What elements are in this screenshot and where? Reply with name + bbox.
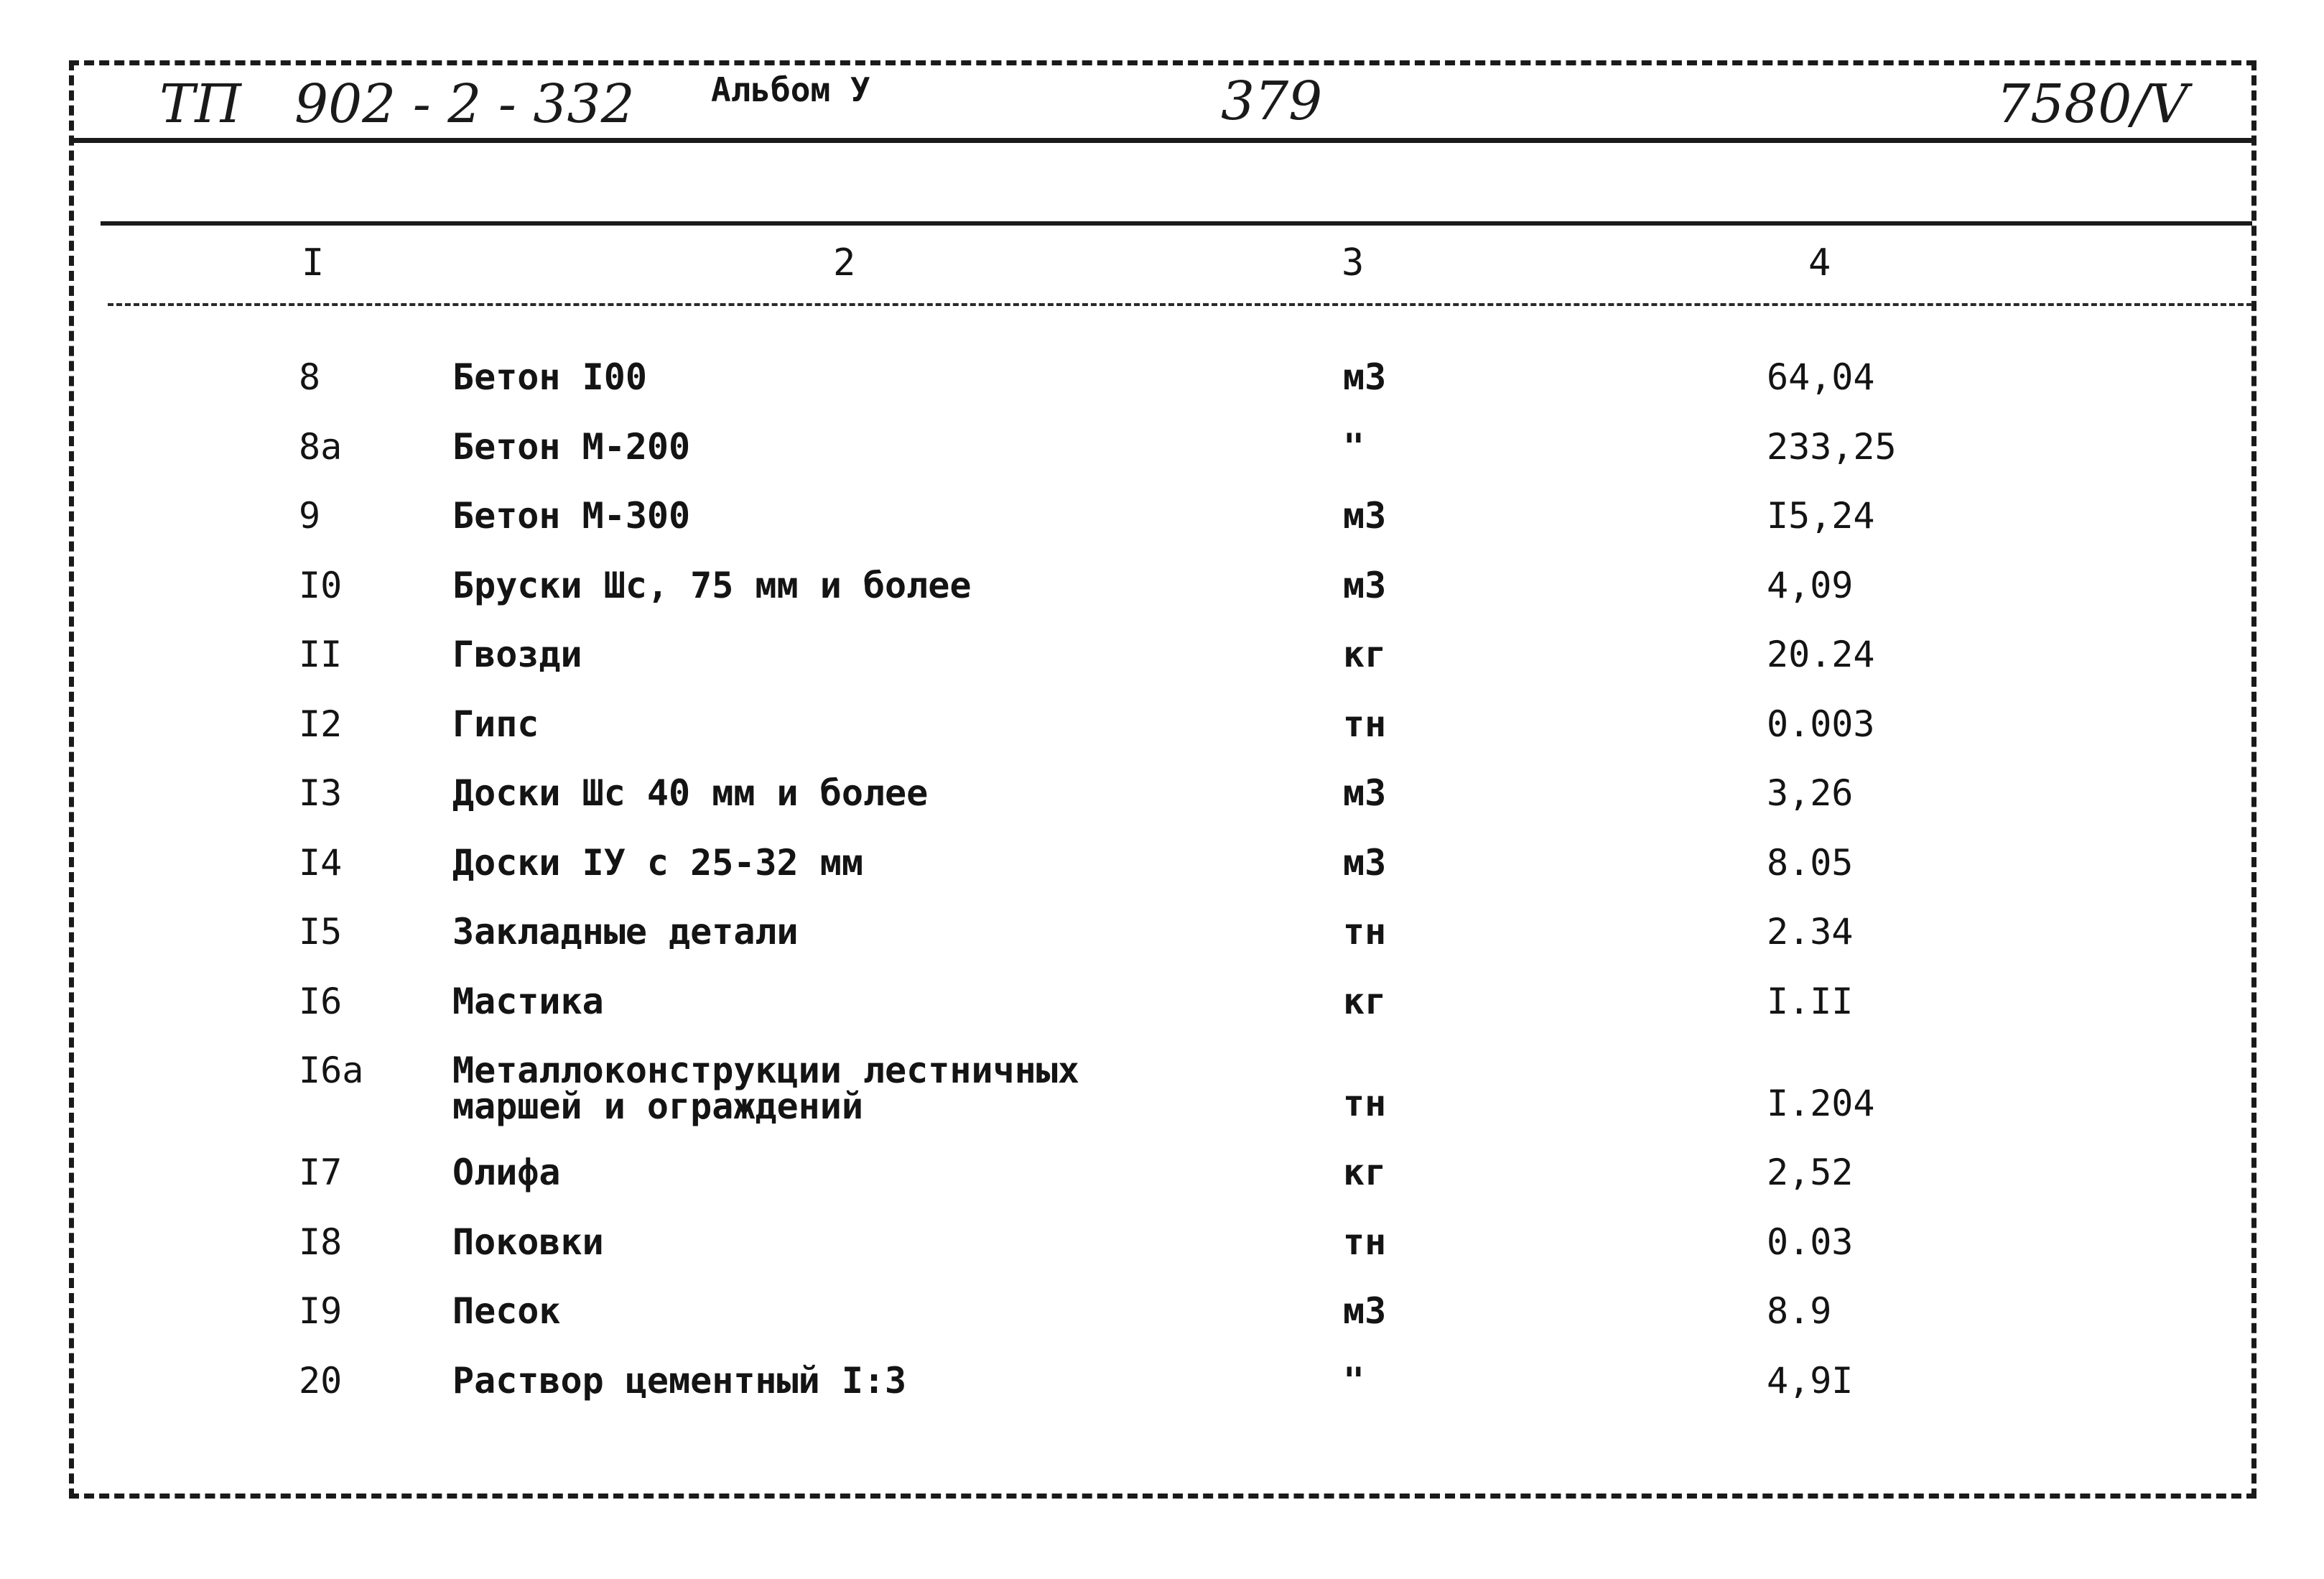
unit: м3 <box>1343 495 1387 537</box>
column-number-4: 4 <box>1808 241 1831 284</box>
material-name: Бетон I00 <box>452 356 647 398</box>
material-name: Гвозди <box>452 634 582 675</box>
table-row <box>0 564 2324 637</box>
material-name: Бруски Шс, 75 мм и более <box>452 564 972 606</box>
table-row <box>0 1052 2324 1154</box>
quantity: 2,52 <box>1767 1152 1854 1193</box>
row-number: I6 <box>299 980 343 1022</box>
header-divider <box>69 138 2256 143</box>
row-number: 8 <box>299 356 321 398</box>
material-name: Доски Шс 40 мм и более <box>452 772 929 814</box>
unit: м3 <box>1343 564 1387 606</box>
unit: " <box>1343 1359 1365 1402</box>
unit: кг <box>1343 1152 1387 1193</box>
table-row <box>0 1154 2324 1224</box>
quantity: 3,26 <box>1767 772 1854 814</box>
row-number: I9 <box>299 1290 343 1332</box>
materials-table <box>0 356 2324 1432</box>
header-sheet-number: 379 <box>1221 70 1323 132</box>
material-name: Мастика <box>452 980 604 1022</box>
quantity: I.204 <box>1767 1083 1875 1124</box>
table-row <box>0 980 2324 1053</box>
row-number: 8а <box>299 425 343 468</box>
quantity: 233,25 <box>1767 425 1897 468</box>
row-number: 20 <box>299 1359 343 1402</box>
material-name: Бетон М-300 <box>452 495 691 537</box>
table-header-rule <box>108 303 2252 306</box>
table-row <box>0 841 2324 914</box>
column-number-1: I <box>302 241 325 284</box>
quantity: I5,24 <box>1767 495 1875 537</box>
row-number: I2 <box>299 703 343 745</box>
material-name: Доски IУ с 25-32 мм <box>452 841 863 884</box>
material-name: Олифа <box>452 1152 561 1193</box>
column-number-3: 3 <box>1342 241 1365 284</box>
table-row <box>0 636 2324 706</box>
unit: м3 <box>1343 356 1387 398</box>
table-row <box>0 1290 2324 1363</box>
unit: м3 <box>1343 841 1387 884</box>
material-name: Поковки <box>452 1221 604 1263</box>
quantity: 20.24 <box>1767 634 1875 675</box>
header-project-number: 902 - 2 - 332 <box>294 73 635 135</box>
quantity: 0.03 <box>1767 1221 1854 1263</box>
table-top-rule <box>101 221 2252 226</box>
table-row <box>0 703 2324 776</box>
row-number: I0 <box>299 564 343 606</box>
row-number: I4 <box>299 841 343 884</box>
header-prefix: ТП <box>159 73 241 135</box>
table-row <box>0 425 2324 499</box>
unit: " <box>1343 425 1365 468</box>
row-number: I5 <box>299 911 343 953</box>
quantity: 8.05 <box>1767 841 1854 884</box>
row-number: I6а <box>299 1050 364 1091</box>
row-number: II <box>299 634 343 675</box>
quantity: I.II <box>1767 980 1854 1022</box>
column-number-2: 2 <box>833 241 856 284</box>
row-number: I7 <box>299 1152 343 1193</box>
row-number: I8 <box>299 1221 343 1263</box>
material-name: Закладные детали <box>452 911 799 953</box>
material-name: Бетон М-200 <box>452 425 691 468</box>
quantity: 4,9I <box>1767 1359 1854 1402</box>
quantity: 64,04 <box>1767 356 1875 398</box>
quantity: 0.003 <box>1767 703 1875 745</box>
row-number: I3 <box>299 772 343 814</box>
quantity: 4,09 <box>1767 564 1854 606</box>
table-row <box>0 1221 2324 1294</box>
table-row <box>0 495 2324 568</box>
table-row <box>0 772 2324 845</box>
quantity: 2.34 <box>1767 911 1854 953</box>
material-name: Гипс <box>452 703 539 745</box>
table-row <box>0 1359 2324 1432</box>
row-number: 9 <box>299 495 321 537</box>
unit: тн <box>1343 911 1387 953</box>
unit: м3 <box>1343 772 1387 814</box>
material-name: Металлоконструкции лестничных маршей и ограждений <box>452 1050 1079 1127</box>
unit: кг <box>1343 634 1387 675</box>
table-row <box>0 356 2324 429</box>
table-row <box>0 911 2324 983</box>
unit: кг <box>1343 980 1387 1022</box>
header-album: Альбом У <box>711 70 870 109</box>
quantity: 8.9 <box>1767 1290 1832 1332</box>
unit: тн <box>1343 703 1387 745</box>
material-name: Песок <box>452 1290 561 1332</box>
header-code: 7580/V <box>1997 73 2188 135</box>
material-name: Раствор цементный I:3 <box>452 1359 907 1402</box>
unit: тн <box>1343 1221 1387 1263</box>
unit: м3 <box>1343 1290 1387 1332</box>
unit: тн <box>1343 1083 1387 1124</box>
